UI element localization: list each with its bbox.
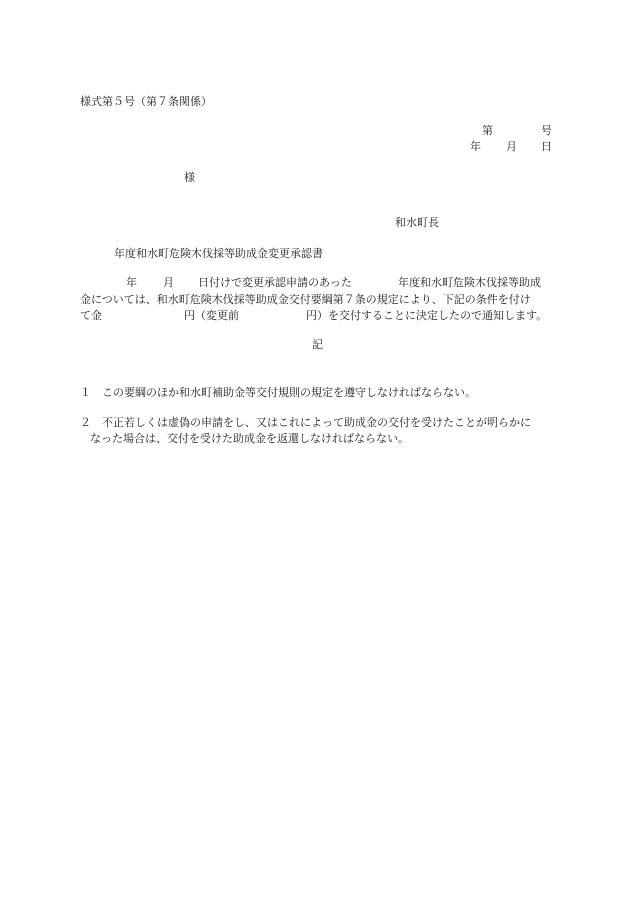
document-number-suffix: 号: [541, 124, 552, 137]
addressee-honorific: 様: [184, 171, 195, 184]
body-amount-decision-text: 円）を交付することに決定したので通知します。: [306, 309, 548, 322]
condition-text-continued: なった場合は、交付を受けた助成金を返還しなければならない。: [90, 432, 409, 445]
ki-heading: 記: [312, 338, 323, 351]
body-fiscal-year-text: 年度和水町危険木伐採等助成: [398, 276, 541, 289]
issuer-name: 和水町長: [395, 216, 439, 229]
body-month-label: 月: [163, 276, 174, 289]
document-title: 年度和水町危険木伐採等助成金変更承認書: [114, 247, 323, 260]
document-number-label: 第: [482, 124, 493, 137]
body-amount-before-change: 円（変更前: [184, 309, 239, 322]
condition-number: ２: [80, 416, 91, 429]
condition-text: 不正若しくは虚偽の申請をし、又はこれによって助成金の交付を受けたことが明らかに: [102, 416, 531, 429]
date-day-label: 日: [541, 140, 552, 153]
body-application-text: 日付けで変更承認申請のあった: [198, 276, 352, 289]
condition-text: この要綱のほか和水町補助金等交付規則の規定を遵守しなければならない。: [102, 386, 476, 399]
condition-number: １: [80, 386, 91, 399]
date-year-label: 年: [470, 140, 481, 153]
date-month-label: 月: [506, 140, 517, 153]
body-line-2: 金については、和水町危険木伐採等助成金交付要綱第７条の規定により、下記の条件を付け: [80, 293, 531, 306]
body-year-label: 年: [126, 276, 137, 289]
body-amount-prefix: て金: [80, 309, 102, 322]
form-number: 様式第５号（第７条関係）: [80, 95, 212, 108]
